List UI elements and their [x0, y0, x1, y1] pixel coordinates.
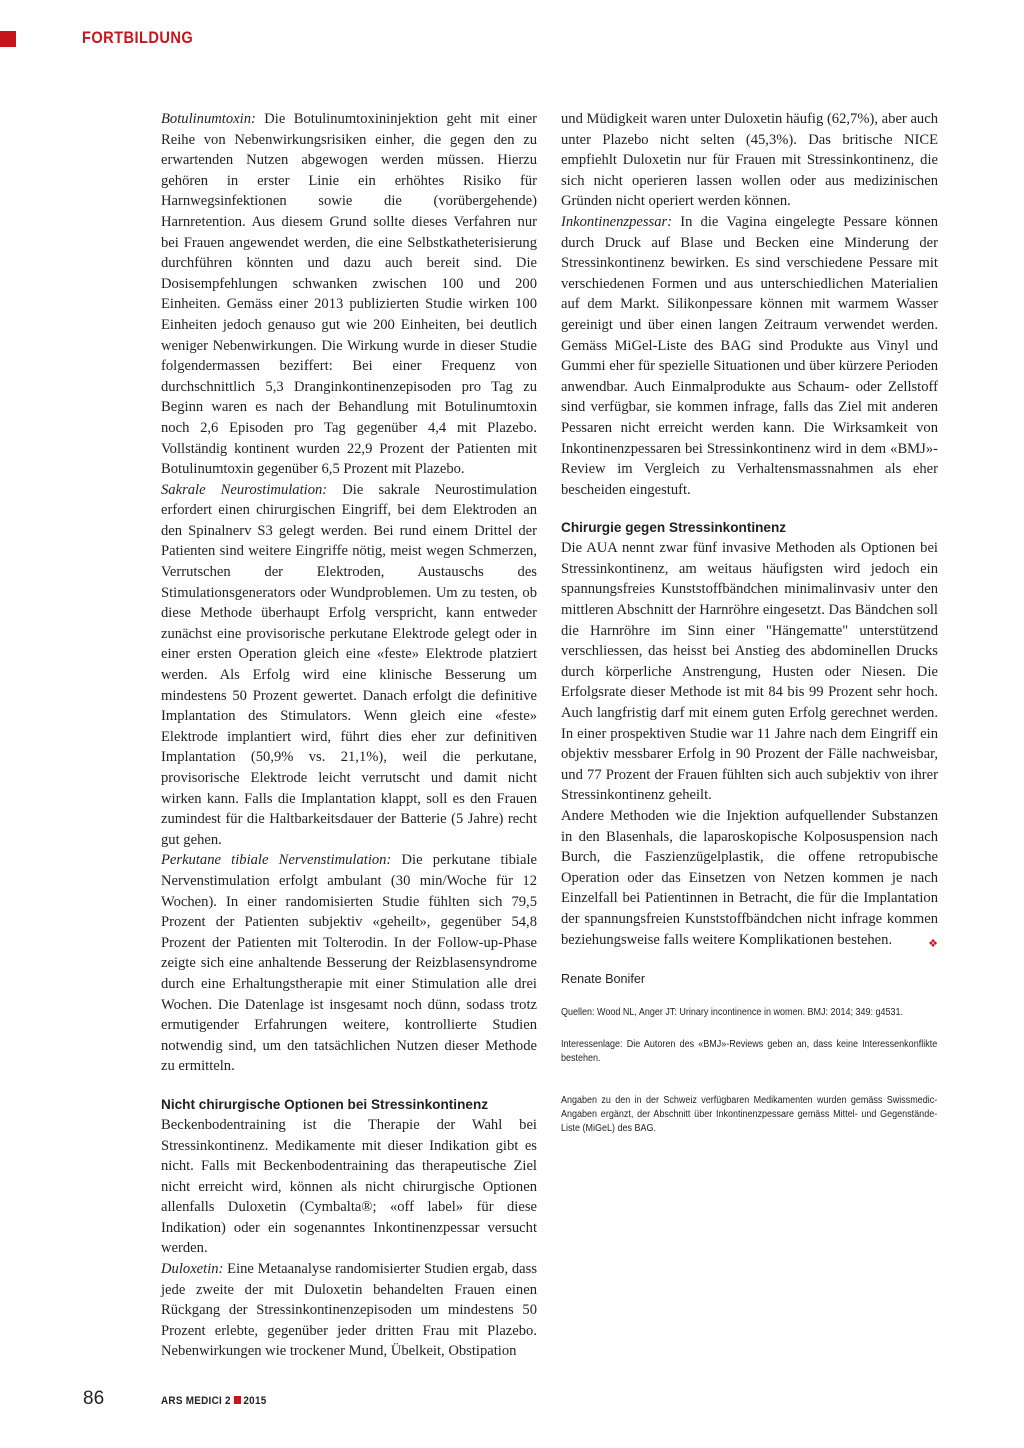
runin-heading: Duloxetin: — [161, 1261, 224, 1278]
paragraph-sakrale-neurostimulation — [161, 480, 537, 851]
right-column — [561, 109, 938, 1136]
journal-name: ARS MEDICI 2 — [161, 1395, 231, 1407]
paragraph-text: Andere Methoden wie die Injektion aufquellender Substanzen in den Blasenhals, die laparoskopische Kolposuspension nach Burch, die Faszienzügelplastik, die offene retropubische Operation oder das Einsetzen von Netzen kommen je nach Einzelfall bei Patientinnen in Betracht, die für die Implantation der spannungsfreien Kunststoffbändchen nicht infrage kommen beziehungsweise falls weitere Komplikationen bestehen. — [561, 808, 938, 948]
subheading-chirurgie: Chirurgie gegen Stressinkontinenz — [561, 520, 787, 536]
paragraph-inkontinenzpessar — [561, 212, 938, 500]
paragraph-andere-methoden — [561, 806, 938, 950]
footer-square-marker — [234, 1396, 241, 1404]
paragraph-aua-methoden: Die AUA nennt zwar fünf invasive Methoden als Optionen bei Stressinkontinenz, am weitaus häufigsten wird jedoch ein spannungsfreies Kunststoffbändchen minimalinvasiv unter den mittleren Abschnitt der Harnröhre eingesetzt. Das Bändchen soll die Harnröhre im Sinn einer "Hängematte" unterstützend verschliessen, das heisst bei Anstieg des abdominellen Drucks durch körperliche Anstrengung, Husten oder Niesen. Die Erfolgsrate dieser Methode ist mit 84 bis 99 Prozent sehr hoch. Auch langfristig darf mit einem guten Erfolg gerechnet werden. In einer prospektiven Studie war 11 Jahre nach dem Eingriff ein objektiv messbarer Erfolg in 90 Prozent der Fälle nachweisbar, und 77 Prozent der Frauen fühlten sich auch subjektiv von ihrer Stressinkontinenz geheilt. — [561, 540, 938, 804]
page-number: 86 — [83, 1388, 105, 1409]
paragraph-text: Eine Metaanalyse randomisierter Studien ergab, dass jede zweite der mit Duloxetin behandelten Frauen einen Rückgang der Stressinkontinenzepisoden um mindestens 50 Prozent erlebte, gegenüber jeder dritten Frau mit Plazebo. Nebenwirkungen wie trockener Mund, Übelkeit, Obstipation — [161, 1261, 537, 1360]
paragraph-text: In die Vagina eingelegte Pessare können durch Druck auf Blase und Becken eine Minderung der Stressinkontinenz bewirken. Es sind verschiedene Pessare mit verschiedenen Formen und aus unterschiedlichen Materialien auf dem Markt. Silikonpessare können mit warmem Wasser gereinigt und über einen langen Zeitraum verwendet werden. Gemäss MiGel-Liste des BAG sind Produkte aus Vinyl und Gummi eher für spezielle Situationen und über kürzere Perioden anwendbar. Auch Einmalprodukte aus Schaum- oder Zellstoff sind verfügbar, sie kommen infrage, falls das Ziel mit anderen Pessaren nicht erreicht werden kann. Die Wirksamkeit von Inkontinenzpessaren bei Stressinkontinenz wird in dem «BMJ»-Review im Vergleich zu Verhaltensmassnahmen als eher bescheiden eingestuft. — [561, 213, 938, 498]
runin-heading: Botulinumtoxin: — [161, 111, 256, 127]
journal-year: 2015 — [243, 1395, 267, 1407]
paragraph-tibiale-nervenstimulation — [161, 850, 537, 1077]
paragraph-text: Die perkutane tibiale Nervenstimulation erfolgt ambulant (30 min/Woche für 12 Wochen). In einer randomisierten Studie fühlten sich 79,5 Prozent der Patienten subjektiv «geheilt», gegenüber 54,8 Prozent der Patienten mit Tolterodin. In der Follow-up-Phase zeigte sich eine anhaltende Besserung der Reizblasensyndrome durch eine Erhaltungstherapie mit einer Stimulation alle drei Wochen. Die Datenlage ist insgesamt noch dünn, sodass trotz ermutigender Erfahrungen weitere, kontrollierte Studien notwendig sind, um den tatsächlichen Nutzen dieser Methode zu ermitteln. — [161, 852, 537, 1075]
paragraph-beckenbodentraining: Beckenbodentraining ist die Therapie der Wahl bei Stressinkontinenz. Medikamente mit dieser Indikation gibt es nicht. Falls mit Beckenbodentraining das therapeutische Ziel nicht erreicht wird, können als nicht chirurgische Optionen allenfalls Duloxetin (Cymbalta®; «off label» für diese Indikation) oder ein sogenanntes Inkontinenzpessar versucht werden. — [161, 1116, 537, 1257]
runin-heading: Sakrale Neurostimulation: — [161, 481, 328, 498]
runin-heading: Perkutane tibiale Nervenstimulation: — [161, 852, 392, 869]
conflict-of-interest-note: Interessenlage: Die Autoren des «BMJ»-Reviews geben an, dass keine Interessenkonflikte bestehen. — [561, 1039, 938, 1065]
paragraph-botulinumtoxin — [161, 109, 537, 480]
end-of-article-icon: ❖ — [928, 937, 938, 950]
disclaimer-note: Angaben zu den in der Schweiz verfügbaren Medikamenten wurden gemäss Swissmedic-Angaben ergänzt, der Abschnitt über Inkontinenzpessare gemäss Mittel- und Gegenstände-Liste (MiGeL) des BAG. — [561, 1095, 938, 1135]
journal-footer — [161, 1395, 267, 1407]
left-column — [161, 109, 537, 1362]
section-color-marker — [0, 31, 16, 47]
section-label: FORTBILDUNG — [82, 28, 194, 47]
paragraph-duloxetin — [161, 1259, 537, 1362]
runin-heading: Inkontinenzpessar: — [561, 213, 673, 230]
author-name: Renate Bonifer — [561, 972, 646, 987]
paragraph-text: Die sakrale Neurostimulation erfordert einen chirurgischen Eingriff, bei dem Elektroden an den Spinalnerv S3 gelegt werden. Bei rund einem Drittel der Patienten sind weitere Eingriffe nötig, meist wegen Schmerzen, Verrutschen der Elektroden, Austauschs des Stimulationsgenerators oder Wundproblemen. Um zu testen, ob diese Methode überhaupt Erfolg verspricht, kann entweder zunächst eine provisorische perkutane Elektrode gelegt oder in einer ersten Operation gleich eine «feste» Elektrode platziert werden. Als Erfolg wird eine klinische Besserung um mindestens 50 Prozent gewertet. Danach erfolgt die definitive Implantation des Stimulators. Wenn gleich eine «feste» Elektrode implantiert wird, führt dies eher zur definitiven Implantation (50,9% vs. 21,1%), weil die perkutane, provisorische Elektrode leicht verrutscht und damit nicht wirken kann. Falls die Implantation klappt, soll es den Frauen zumindest für die Haltbarkeitsdauer der Batterie (5 Jahre) recht gut gehen. — [161, 481, 538, 848]
sources-note: Quellen: Wood NL, Anger JT: Urinary incontinence in women. BMJ: 2014; 349: g4531. — [561, 1007, 904, 1019]
subheading-nicht-chirurgisch: Nicht chirurgische Optionen bei Stressinkontinenz — [161, 1096, 489, 1112]
paragraph-text: Die Botulinumtoxininjektion geht mit einer Reihe von Nebenwirkungsrisiken einher, die gegen den zu erwartenden Nutzen abgewogen werden müssen. Hierzu gehören in erster Linie ein erhöhtes Risiko für Harnwegsinfektionen sowie die (vorübergehende) Harnretention. Aus diesem Grund sollte dieses Verfahren nur bei Frauen angewendet werden, die eine Selbstkatheterisierung durchführen könnten und dazu auch bereit sind. Die Dosisempfehlungen schwanken zwischen 100 und 200 Einheiten. Gemäss einer 2013 publizierten Studie wirken 100 Einheiten jedoch genauso gut wie 200 Einheiten, bei deutlich weniger Nebenwirkungen. Die Wirkung wurde in dieser Studie folgendermassen beziffert: Bei einer Frequenz von durchschnittlich 5,3 Dranginkontinenzepisoden pro Tag zu Beginn waren es nach der Behandlung mit Botulinumtoxin noch 2,6 Episoden pro Tag gegenüber 4,4 mit Plazebo. Vollständig kontinent wurden 22,9 Prozent der Patienten mit Botulinumtoxin gegenüber 6,5 Prozent mit Plazebo. — [161, 111, 537, 478]
paragraph-duloxetin-continued: und Müdigkeit waren unter Duloxetin häufig (62,7%), aber auch unter Plazebo nicht selten (45,3%). Das britische NICE empfiehlt Duloxetin nur für Frauen mit Stressinkontinenz, die sich nicht operieren lassen wollen oder aus medizinischen Gründen nicht operiert werden können. — [561, 111, 938, 210]
